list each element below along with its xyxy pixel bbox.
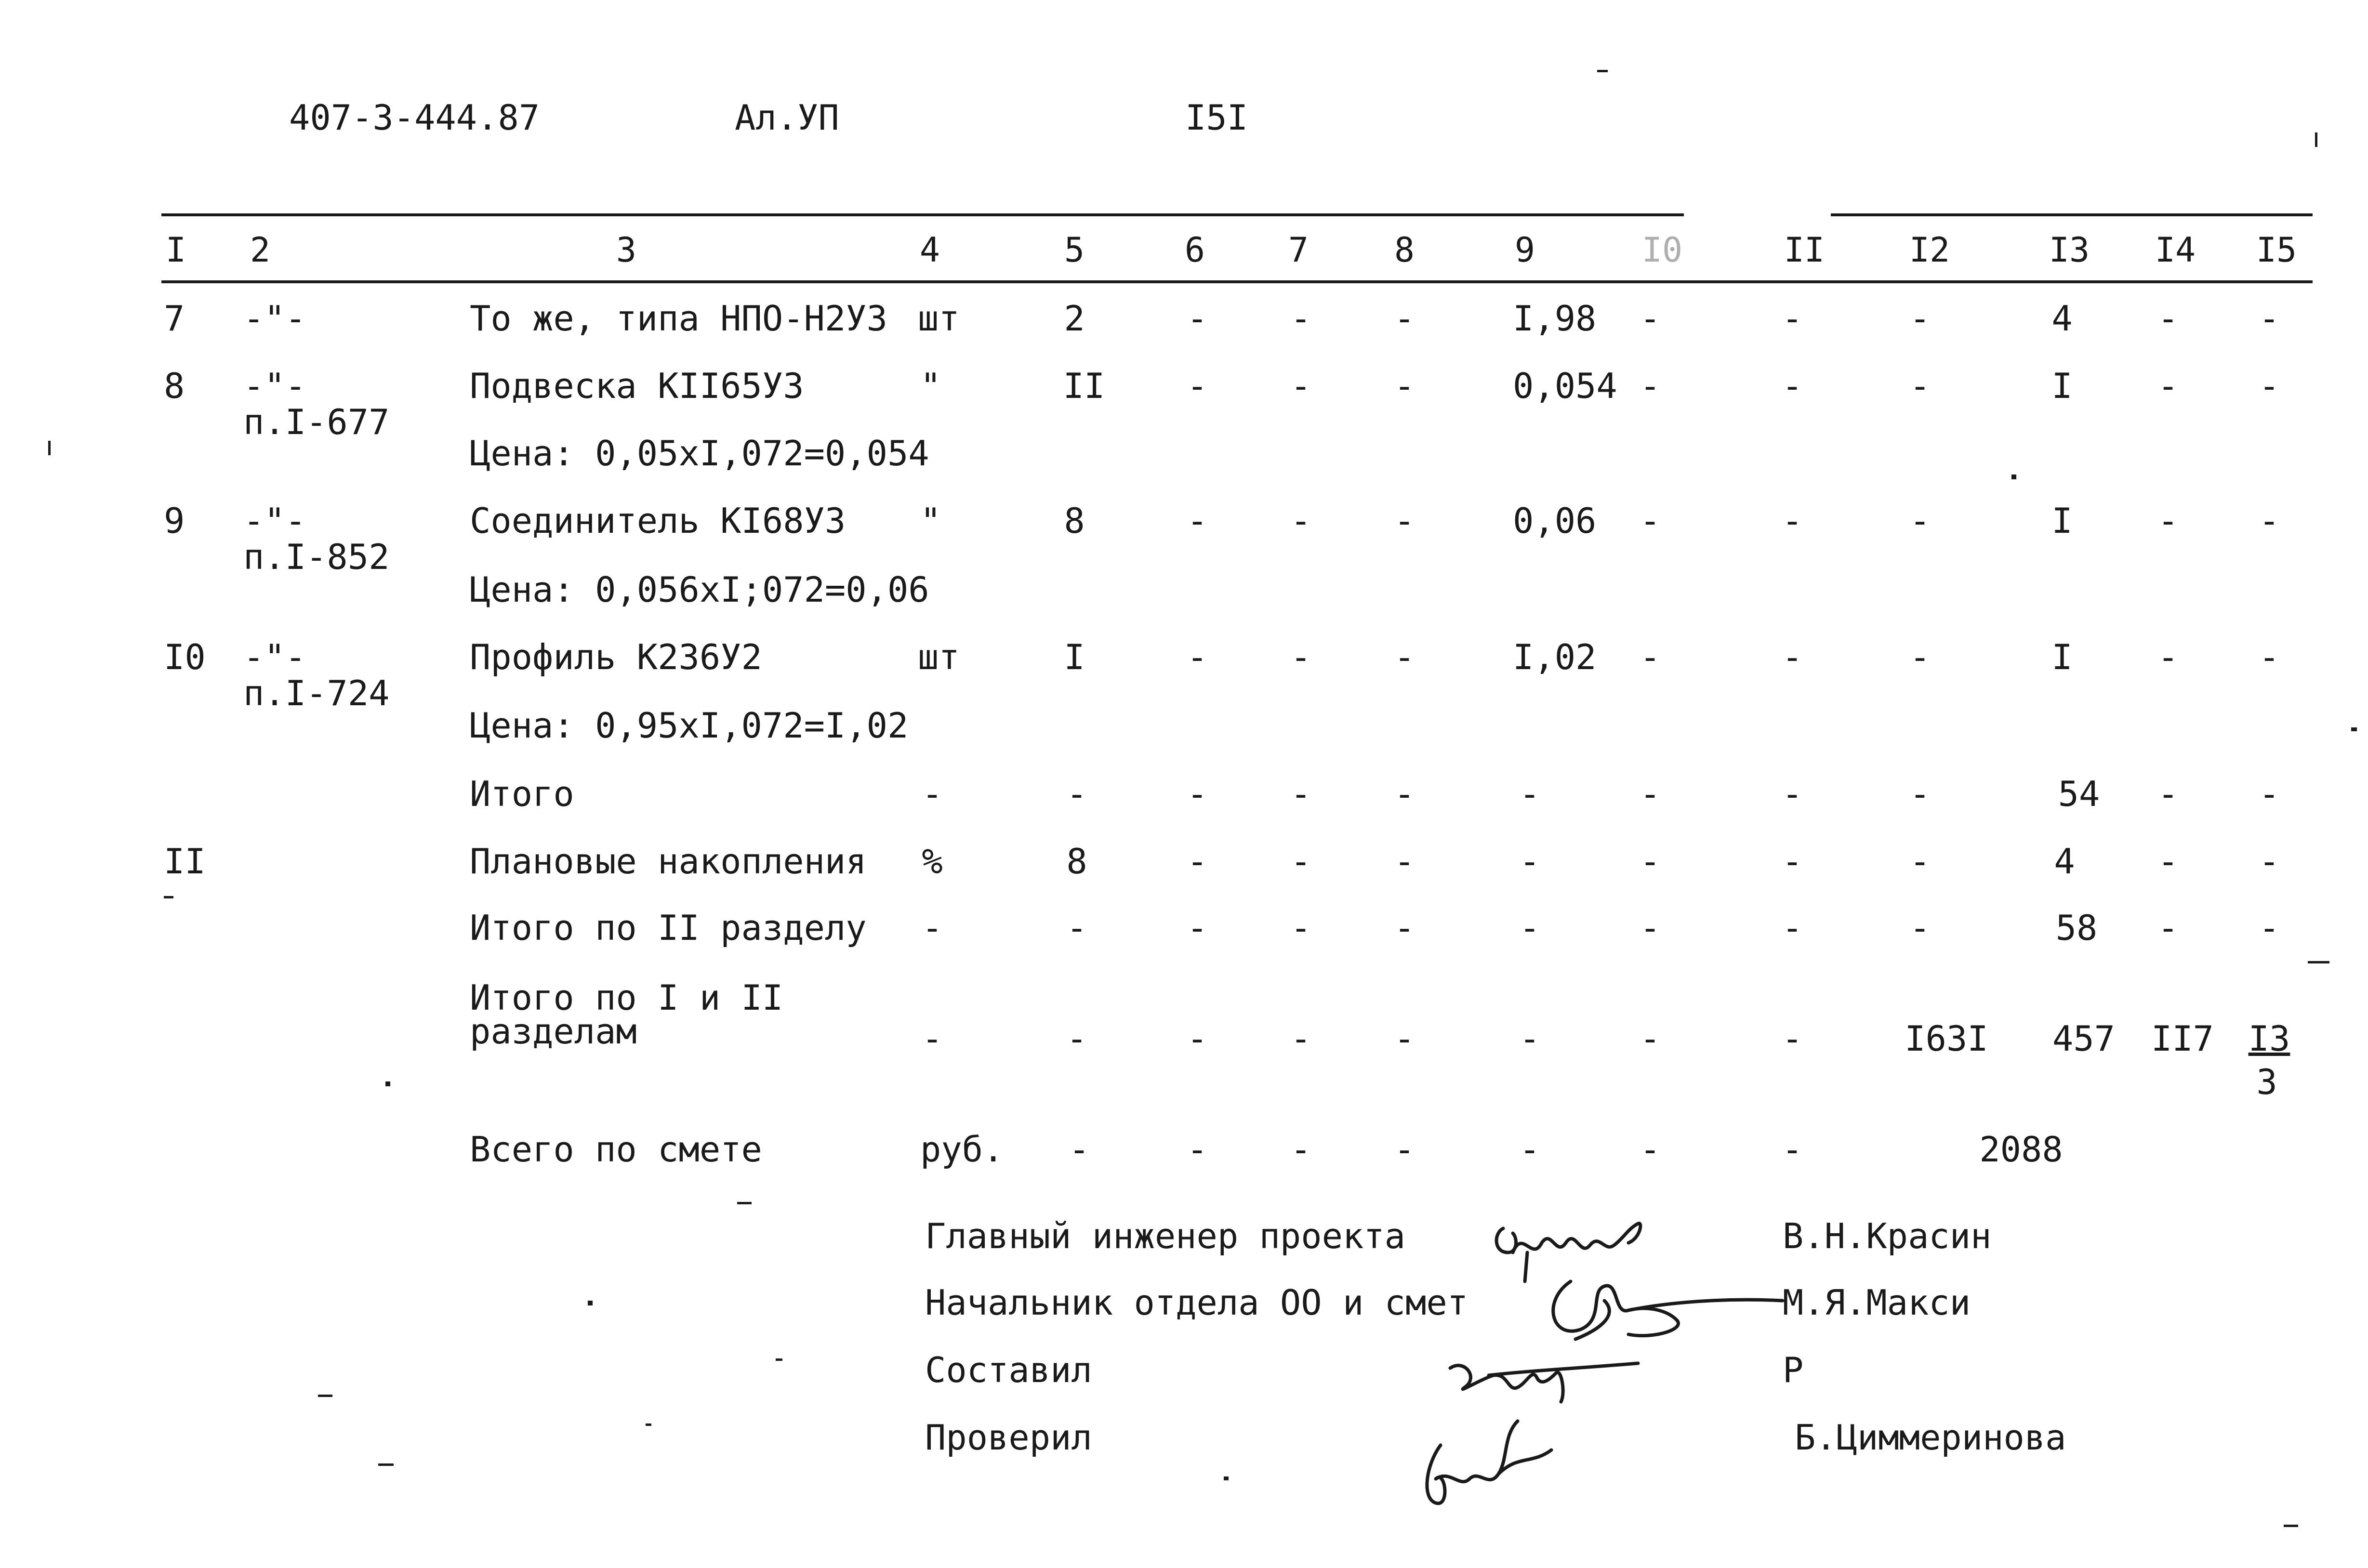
cell-col4: - <box>922 1018 943 1059</box>
column-header-9: 9 <box>1514 230 1535 270</box>
cell-col8: - <box>1394 501 1415 541</box>
cell-col8: - <box>1394 1129 1415 1170</box>
cell-col11: - <box>1782 366 1803 406</box>
cell-col7: - <box>1290 366 1311 406</box>
total-label: Плановые накопления <box>470 841 867 882</box>
price-note: Цена: 0,056хI;072=0,06 <box>470 569 929 610</box>
cell-col8: - <box>1394 841 1415 882</box>
cell-col10: - <box>1640 366 1661 406</box>
reference: -"- <box>243 637 306 677</box>
cell-col10: - <box>1640 841 1661 882</box>
cell-col11: - <box>1782 298 1803 339</box>
cell-col5: - <box>1066 774 1087 814</box>
signature-name: Р <box>1783 1350 1804 1390</box>
cell-col15-continued: 3 <box>2256 1062 2277 1102</box>
scan-speck <box>646 1423 651 1426</box>
cell-col12: - <box>1909 637 1931 677</box>
cell-col13: 54 <box>2058 774 2100 814</box>
cell-col6: - <box>1187 841 1208 882</box>
cell-col6: - <box>1187 501 1208 541</box>
column-header-2: 2 <box>250 230 271 270</box>
scan-speck <box>378 1463 394 1466</box>
unit: шт <box>918 298 960 339</box>
signature-name: М.Я.Макси <box>1783 1282 1971 1323</box>
cell-col15: - <box>2259 841 2280 882</box>
cell-col14: - <box>2157 774 2179 814</box>
cell-col15: - <box>2259 501 2280 541</box>
page-number: I5I <box>1185 97 1248 138</box>
cell-col14: - <box>2157 841 2179 882</box>
row-number: 7 <box>164 298 185 339</box>
cell-col14: - <box>2157 637 2179 677</box>
column-header-1: I <box>165 230 186 270</box>
cell-col8: - <box>1394 1018 1415 1059</box>
cell-col8: - <box>1394 366 1415 406</box>
total-label-line2: разделам <box>470 1011 637 1052</box>
unit: " <box>920 501 941 541</box>
cell-col7: - <box>1290 1129 1311 1170</box>
cell-col15: - <box>2259 366 2280 406</box>
cell-col12: - <box>1909 841 1931 882</box>
cell-col7: - <box>1290 1018 1311 1059</box>
scan-speck <box>588 1301 593 1305</box>
cell-col7: - <box>1290 501 1311 541</box>
quantity: II <box>1063 366 1105 406</box>
cell-col11: - <box>1782 908 1803 948</box>
cell-col10: - <box>1640 298 1661 339</box>
scan-speck <box>2011 474 2016 479</box>
cell-col5: - <box>1066 908 1087 948</box>
cell-col11: - <box>1782 501 1803 541</box>
total-label: Итого <box>470 774 574 814</box>
cell-col13: 457 <box>2052 1018 2116 1059</box>
cell-col14: - <box>2157 298 2179 339</box>
table-top-rule-right <box>1831 213 2313 216</box>
cell-col12: - <box>1909 366 1931 406</box>
cell-col15: - <box>2259 298 2280 339</box>
cell-col4: - <box>922 774 943 814</box>
scan-speck <box>737 1202 752 1204</box>
total-label: Итого по II разделу <box>470 908 867 948</box>
cell-col15: - <box>2259 908 2280 948</box>
cell-col6: - <box>1187 1129 1208 1170</box>
cell-col7: - <box>1290 637 1311 677</box>
signature-role: Проверил <box>925 1417 1092 1458</box>
cell-col9: I,02 <box>1513 637 1597 677</box>
cell-col14: - <box>2157 501 2179 541</box>
unit: шт <box>918 637 960 677</box>
cell-col12: - <box>1909 774 1931 814</box>
cell-col12: - <box>1909 298 1931 339</box>
cell-col10: - <box>1640 1018 1661 1059</box>
scan-speck <box>48 441 51 455</box>
cell-col13: 58 <box>2055 908 2098 948</box>
total-label: Итого по I и II <box>470 977 783 1018</box>
cell-col9: 0,054 <box>1513 366 1617 406</box>
scan-speck <box>2284 1525 2298 1527</box>
scan-speck <box>164 896 173 898</box>
cell-col13: I <box>2051 637 2073 677</box>
cell-col7: - <box>1290 774 1311 814</box>
cell-col4: - <box>922 908 943 948</box>
item-name: Подвеска КII65УЗ <box>470 366 804 406</box>
signature-name: В.Н.Красин <box>1783 1216 1992 1256</box>
quantity: 2 <box>1064 298 1085 339</box>
signature-role: Главный инженер проекта <box>925 1216 1405 1256</box>
reference-paragraph: п.I-852 <box>243 537 390 577</box>
scan-speck <box>2315 132 2317 147</box>
cell-col15: I3 <box>2248 1018 2290 1059</box>
album-label: Ал.УП <box>735 97 839 138</box>
cell-col8: - <box>1394 774 1415 814</box>
cell-col9: 0,06 <box>1513 501 1597 541</box>
grand-total-label: Всего по смете <box>470 1129 762 1170</box>
cell-col9: - <box>1519 1129 1540 1170</box>
price-note: Цена: 0,95хI,072=I,02 <box>470 705 909 746</box>
signature-role: Составил <box>925 1350 1092 1390</box>
unit: " <box>920 366 941 406</box>
cell-col9: I,98 <box>1513 298 1597 339</box>
handwritten-signature <box>1436 1349 1657 1416</box>
signature-role: Начальник отдела ОО и смет <box>925 1282 1468 1323</box>
cell-col10: - <box>1640 908 1661 948</box>
cell-col11: - <box>1782 774 1803 814</box>
cell-col13: 4 <box>2051 298 2073 339</box>
cell-col10: - <box>1640 637 1661 677</box>
reference: -"- <box>243 501 306 541</box>
cell-col14: - <box>2157 908 2179 948</box>
cell-col15: - <box>2259 637 2280 677</box>
cell-col11: - <box>1782 841 1803 882</box>
column-header-3: 3 <box>616 230 637 270</box>
reference: -"- <box>243 298 306 339</box>
reference: -"- <box>243 366 306 406</box>
column-header-12: I2 <box>1909 230 1950 270</box>
scan-speck <box>2351 727 2357 731</box>
cell-col13: 4 <box>2054 841 2075 882</box>
cell-col10: - <box>1640 501 1661 541</box>
cell-col5: - <box>1069 1129 1090 1170</box>
cell-col10: - <box>1640 774 1661 814</box>
cell-col4: % <box>922 841 943 882</box>
column-header-11: II <box>1784 230 1825 270</box>
row-number: II <box>164 841 206 882</box>
document-code: 407-3-444.87 <box>289 97 540 138</box>
grand-total-unit: руб. <box>920 1129 1004 1170</box>
cell-col11: - <box>1782 637 1803 677</box>
cell-col15: - <box>2259 774 2280 814</box>
quantity: 8 <box>1064 501 1085 541</box>
item-name: Соединитель КI68УЗ <box>470 501 846 541</box>
cell-col14: II7 <box>2151 1018 2214 1059</box>
cell-col6: - <box>1187 637 1208 677</box>
cell-col9: - <box>1519 908 1540 948</box>
item-name: То же, типа НПО-Н2УЗ <box>470 298 887 339</box>
handwritten-signature <box>1407 1407 1600 1517</box>
row-number: I0 <box>164 637 206 677</box>
cell-col5: - <box>1066 1018 1087 1059</box>
signature-name: Б.Циммеринова <box>1795 1417 2066 1458</box>
cell-col10: - <box>1640 1129 1661 1170</box>
cell-col11: - <box>1782 1129 1803 1170</box>
cell-col7: - <box>1290 298 1311 339</box>
scan-speck <box>385 1081 390 1086</box>
cell-col6: - <box>1187 298 1208 339</box>
cell-col6: - <box>1187 1018 1208 1059</box>
cell-col9: - <box>1519 841 1540 882</box>
grand-total-value: 2088 <box>1979 1129 2063 1170</box>
scan-speck <box>1597 70 1608 72</box>
cell-col12: - <box>1909 908 1931 948</box>
price-note: Цена: 0,05хI,072=0,054 <box>470 433 929 474</box>
table-top-rule-left <box>161 213 1684 216</box>
cell-col7: - <box>1290 908 1311 948</box>
cell-col9: - <box>1519 1018 1540 1059</box>
cell-col9: - <box>1519 774 1540 814</box>
cell-col8: - <box>1394 637 1415 677</box>
cell-col11: - <box>1782 1018 1803 1059</box>
reference-paragraph: п.I-677 <box>243 402 390 442</box>
item-name: Профиль К236У2 <box>470 637 762 677</box>
column-header-15: I5 <box>2256 230 2297 270</box>
cell-col13: I <box>2051 366 2073 406</box>
column-header-14: I4 <box>2155 230 2196 270</box>
cell-col12: I63I <box>1905 1018 1988 1059</box>
column-header-13: I3 <box>2049 230 2090 270</box>
column-header-10: I0 <box>1641 230 1683 270</box>
column-header-5: 5 <box>1064 230 1085 270</box>
row-number: 8 <box>164 366 185 406</box>
cell-col12: - <box>1909 501 1931 541</box>
row-number: 9 <box>164 501 185 541</box>
quantity: I <box>1064 637 1085 677</box>
column-header-4: 4 <box>919 230 940 270</box>
cell-col5: 8 <box>1066 841 1087 882</box>
scan-speck <box>776 1358 782 1361</box>
table-header-rule <box>161 280 2313 283</box>
cell-col14: - <box>2157 366 2179 406</box>
cell-col8: - <box>1394 298 1415 339</box>
cell-col6: - <box>1187 908 1208 948</box>
cell-col8: - <box>1394 908 1415 948</box>
scan-speck <box>2308 961 2329 963</box>
scan-speck <box>318 1395 332 1397</box>
column-header-8: 8 <box>1394 230 1415 270</box>
column-header-7: 7 <box>1288 230 1309 270</box>
cell-col6: - <box>1187 366 1208 406</box>
cell-col13: I <box>2051 501 2073 541</box>
cell-col6: - <box>1187 774 1208 814</box>
scan-speck <box>1224 1476 1229 1480</box>
cell-col7: - <box>1290 841 1311 882</box>
column-header-6: 6 <box>1184 230 1205 270</box>
reference-paragraph: п.I-724 <box>243 673 390 713</box>
